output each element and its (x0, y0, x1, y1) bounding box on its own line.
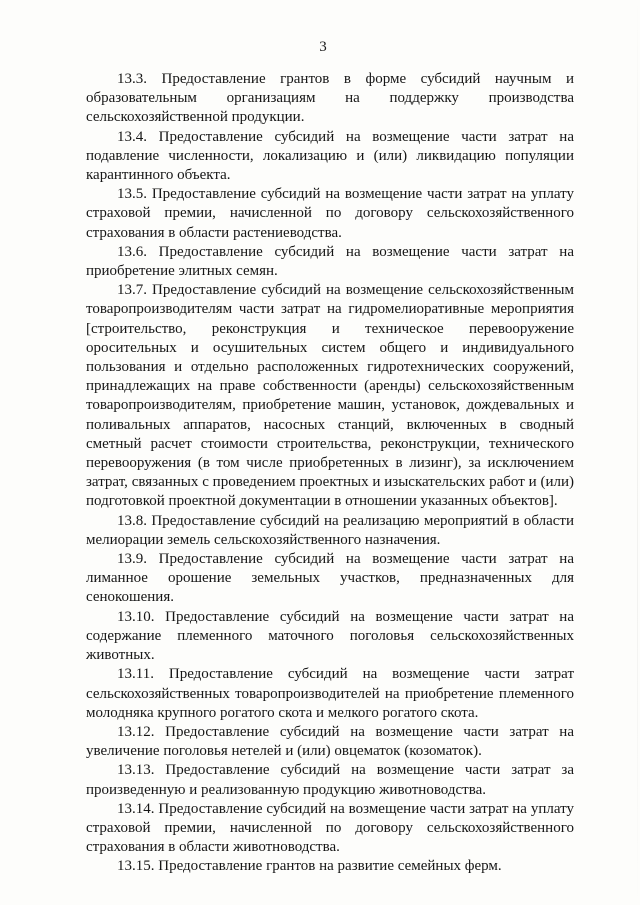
paragraph-13-8: 13.8. Предоставление субсидий на реализацию мероприятий в области мелиорации земель сельскохозяйственного назначения. (86, 512, 574, 548)
paragraph-13-9: 13.9. Предоставление субсидий на возмещение части затрат на лиманное орошение земельных участков, предназначенных для сенокошения. (86, 551, 574, 606)
paragraph-13-5: 13.5. Предоставление субсидий на возмещение части затрат на уплату страховой премии, начисленной по договору сельскохозяйственного страхования в области растениеводства. (86, 186, 574, 241)
paragraph-13-12: 13.12. Предоставление субсидий на возмещение части затрат на увеличение поголовья нетелей и (или) овцематок (козоматок). (86, 723, 574, 760)
paragraph-13-10: 13.10. Предоставление субсидий на возмещение части затрат на содержание племенного маточного поголовья сельскохозяйственных животных. (86, 608, 574, 664)
paragraph-13-4: 13.4. Предоставление субсидий на возмещение части затрат на подавление численности, локализацию и (или) ликвидацию популяции карантинного объекта. (86, 128, 574, 184)
paragraph-13-7: 13.7. Предоставление субсидий на возмещение сельскохозяйственным товаропроизводителям части затрат на гидромелиоративные мероприятия [строительство, реконструкция и техническое перевооружение оросительных и осушительных систем общего и индивидуального пользования и отдельно расположенных гидротехнических сооружений, принадлежащих на праве собственности (аренды) сельскохозяйственным товаропроизводителям, приобретение машин, установок, дождевальных и поливальных аппаратов, насосных станций, включенных в сводный сметный расчет стоимости строительства, реконструкции, технического перевооружения (в том числе приобретенных в лизинг), за исключением затрат, связанных с проведением проектных и изыскательских работ и (или) подготовкой проектной документации в отношении указанных объектов]. (86, 282, 574, 510)
page-number: 3 (319, 39, 327, 55)
paragraph-13-13: 13.13. Предоставление субсидий на возмещение части затрат за произведенную и реализованную продукцию животноводства. (86, 762, 574, 798)
paragraph-13-6: 13.6. Предоставление субсидий на возмещение части затрат на приобретение элитных семян. (86, 243, 574, 280)
document-body (86, 70, 574, 877)
paragraph-13-3: 13.3. Предоставление грантов в форме субсидий научным и образовательным организациям на поддержку производства сельскохозяйственной продукции. (86, 71, 574, 126)
paragraph-13-14: 13.14. Предоставление субсидий на возмещение части затрат на уплату страховой премии, начисленной по договору сельскохозяйственного страхования в области животноводства. (86, 800, 574, 856)
paragraph-13-11: 13.11. Предоставление субсидий на возмещение части затрат сельскохозяйственных товаропроизводителей на приобретение племенного молодняка крупного рогатого скота и мелкого рогатого скота. (86, 666, 574, 721)
scan-edge-shadow (637, 0, 638, 905)
paragraph-13-15: 13.15. Предоставление грантов на развитие семейных ферм. (117, 858, 502, 875)
